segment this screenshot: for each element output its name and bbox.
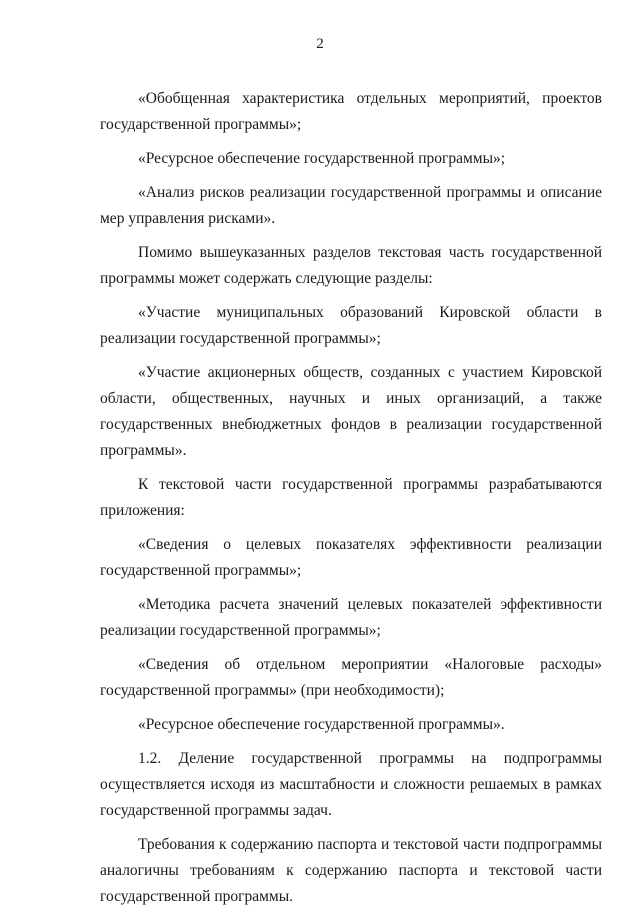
paragraph-appendix-tax: «Сведения об отдельном мероприятии «Налоговые расходы» государственной программы» (при необходимости); [100,656,602,699]
paragraph-section-risks: «Анализ рисков реализации государственной программы и описание мер управления рисками». [100,184,602,227]
paragraph-subprograms: 1.2. Деление государственной программы на подпрограммы осуществляется исходя из масштабности и сложности решаемых в рамках государственной программы задач. [100,750,602,819]
paragraph-appendix-resources: «Ресурсное обеспечение государственной программы». [138,716,505,733]
paragraph-section-overview: «Обобщенная характеристика отдельных мероприятий, проектов государственной программы»; [100,90,602,133]
paragraph-section-municipal: «Участие муниципальных образований Кировской области в реализации государственной программы»; [100,304,602,347]
document-body [100,86,602,918]
paragraph-section-organizations: «Участие акционерных обществ, созданных с участием Кировской области, общественных, научных и иных организаций, а также государственных внебюджетных фондов в реализации государственной программы». [100,364,602,459]
paragraph-appendix-methodology: «Методика расчета значений целевых показателей эффективности реализации государственной программы»; [100,596,602,639]
paragraph-appendix-indicators: «Сведения о целевых показателях эффективности реализации государственной программы»; [100,536,602,579]
page-number: 2 [316,36,324,52]
paragraph-additional-sections: Помимо вышеуказанных разделов текстовая часть государственной программы может содержать следующие разделы: [100,244,602,287]
paragraph-requirements: Требования к содержанию паспорта и текстовой части подпрограммы аналогичны требованиям к содержанию паспорта и текстовой части государственной программы. [100,836,602,905]
paragraph-appendices-intro: К текстовой части государственной программы разрабатываются приложения: [100,476,602,519]
paragraph-section-resources: «Ресурсное обеспечение государственной программы»; [138,150,506,167]
